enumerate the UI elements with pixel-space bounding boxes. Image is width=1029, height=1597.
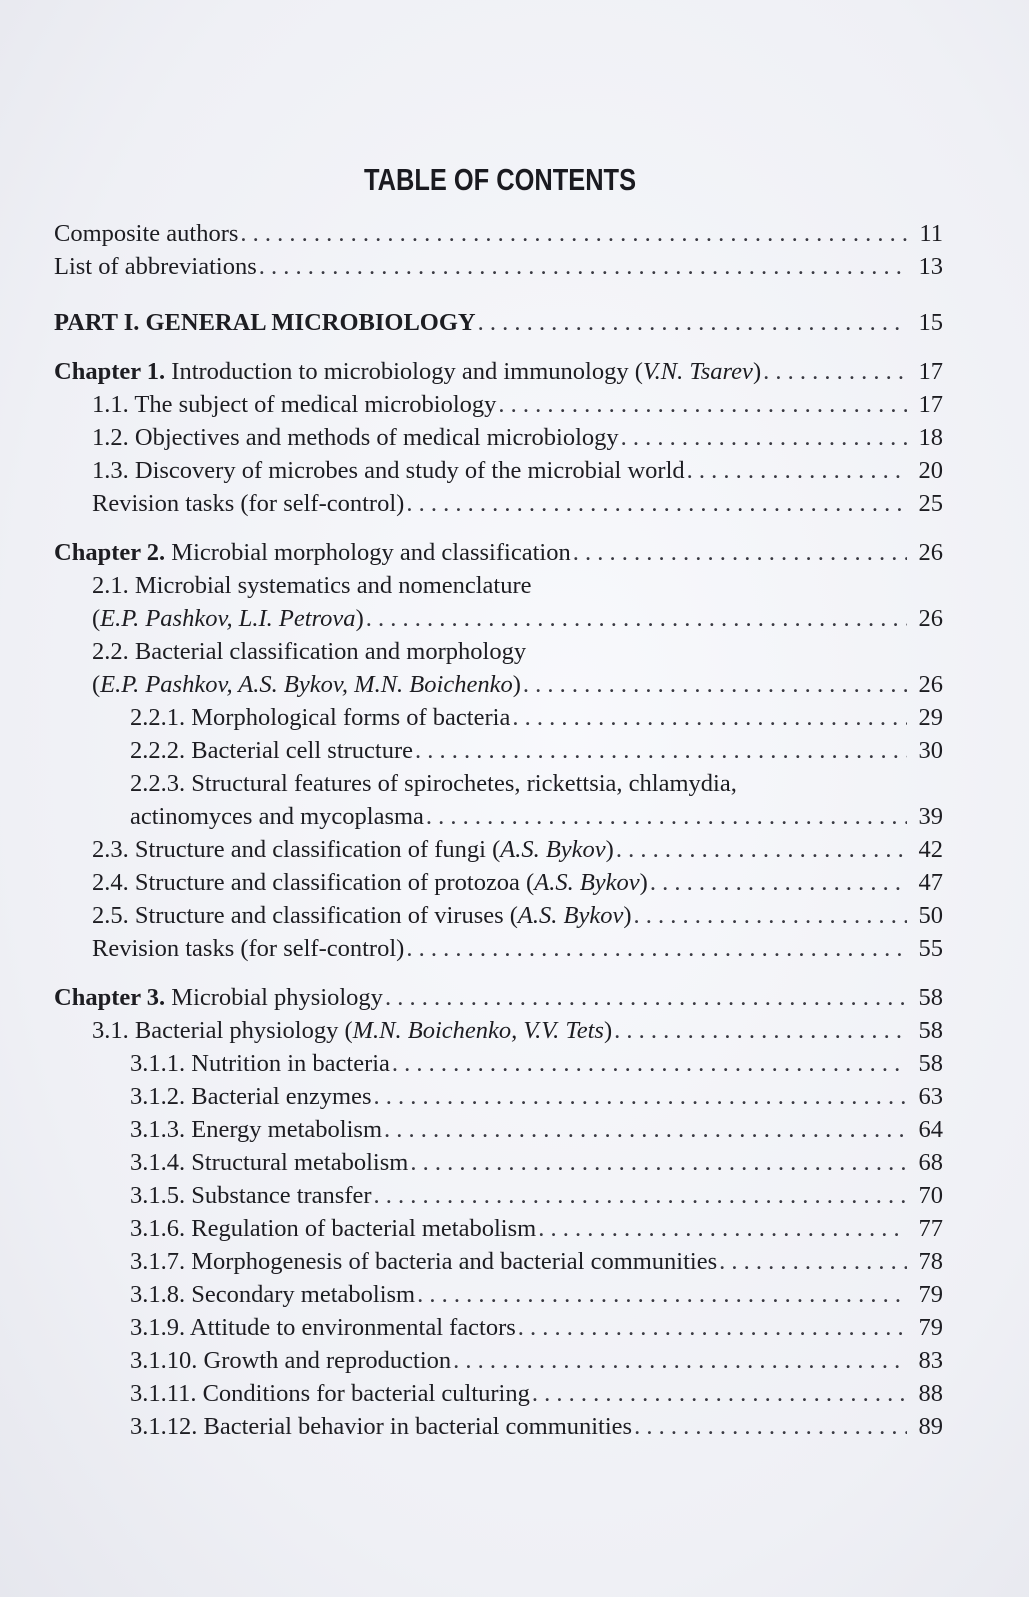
page-number: 58 [918, 1017, 943, 1044]
toc-entry[interactable] [0, 932, 1029, 966]
entry-title: 3.1.3. Energy metabolism [130, 1116, 382, 1143]
entry-title: 2.2.1. Morphological forms of bacteria [130, 704, 511, 731]
toc-entry[interactable] [0, 421, 1029, 455]
leader-dots [634, 1410, 907, 1444]
toc-entry[interactable] [0, 1311, 1029, 1345]
toc-entry[interactable]: 3.1. Bacterial physiology (M.N. Boichenko, V.V. Tets) . . . 58 [0, 1014, 1029, 1048]
page-number: 79 [918, 1314, 943, 1341]
toc-entry[interactable] [0, 1245, 1029, 1279]
leader-dots [538, 1212, 907, 1246]
chapter-label: Chapter 1. [54, 358, 166, 385]
entry-title: 2.1. Microbial systematics and nomenclature [92, 572, 532, 599]
toc-entry[interactable] [0, 1344, 1029, 1378]
toc-entry[interactable] [0, 1047, 1029, 1081]
entry-title: 3.1.8. Secondary metabolism [130, 1281, 416, 1308]
entry-title: List of abbreviations [54, 253, 257, 280]
page-number: 77 [918, 1215, 943, 1242]
page-number: 64 [918, 1116, 943, 1143]
toc-chapter[interactable] [0, 536, 1029, 570]
page-number: 79 [918, 1281, 943, 1308]
entry-title: 1.1. The subject of medical microbiology [92, 391, 497, 418]
leader-dots [573, 536, 907, 570]
toc-entry[interactable] [0, 487, 1029, 521]
entry-title: PART I. GENERAL MICROBIOLOGY [54, 309, 476, 336]
entry-title: 3.1.7. Morphogenesis of bacteria and bacterial communities [130, 1248, 718, 1275]
page-number: 63 [918, 1083, 943, 1110]
leader-dots [406, 487, 907, 521]
toc-entry[interactable]: 2.3. Structure and classification of fungi (A.S. Bykov) . . . 42 [0, 833, 1029, 867]
page-number: 68 [918, 1149, 943, 1176]
toc-entry[interactable] [0, 1410, 1029, 1444]
toc-entry[interactable] [0, 1377, 1029, 1411]
entry-title: 3.1.11. Conditions for bacterial culturing [130, 1380, 530, 1407]
toc-entry[interactable] [0, 1278, 1029, 1312]
entry-title: 3.1.5. Substance transfer [130, 1182, 372, 1209]
toc-entry[interactable] [0, 1113, 1029, 1147]
page-title: TABLE OF CONTENTS [363, 162, 637, 197]
leader-dots [523, 668, 907, 702]
leader-dots [453, 1344, 907, 1378]
leader-dots [426, 800, 907, 834]
page-number: 26 [918, 605, 943, 632]
toc-entry[interactable] [0, 569, 1029, 603]
page-number: 26 [918, 539, 943, 566]
entry-title: Introduction to microbiology and immunology ( [165, 358, 643, 385]
leader-dots [763, 355, 907, 389]
page-number: 55 [918, 935, 943, 962]
leader-dots [687, 454, 907, 488]
toc-entry-continuation[interactable]: (E.P. Pashkov, A.S. Bykov, M.N. Boichenko) . . . 26 [0, 668, 1029, 702]
page-number: 25 [918, 490, 943, 517]
leader-dots [650, 866, 907, 900]
leader-dots [374, 1080, 907, 1114]
toc-entry[interactable] [0, 1146, 1029, 1180]
leader-dots [498, 388, 907, 422]
leader-dots [614, 1014, 907, 1048]
entry-author: M.N. Boichenko, V.V. Tets [352, 1017, 604, 1044]
toc-entry[interactable] [0, 1212, 1029, 1246]
leader-dots [259, 250, 907, 284]
toc-entry[interactable] [0, 1080, 1029, 1114]
chapter-label: Chapter 3. [54, 984, 166, 1011]
leader-dots [240, 217, 907, 251]
entry-title: 3.1.9. Attitude to environmental factors [130, 1314, 516, 1341]
leader-dots [374, 1179, 907, 1213]
leader-dots [417, 1278, 907, 1312]
entry-title: Revision tasks (for self-control) [92, 490, 405, 517]
entry-title: 1.3. Discovery of microbes and study of the microbial world [92, 457, 685, 484]
leader-dots [366, 602, 907, 636]
leader-dots [415, 734, 907, 768]
entry-title: 2.2. Bacterial classification and morphology [92, 638, 527, 665]
toc-entry-continuation[interactable] [0, 800, 1029, 834]
leader-dots [532, 1377, 907, 1411]
entry-title: 3.1.12. Bacterial behavior in bacterial communities [130, 1413, 633, 1440]
toc-entry[interactable] [0, 734, 1029, 768]
entry-title: actinomyces and mycoplasma [130, 803, 424, 830]
leader-dots [410, 1146, 907, 1180]
leader-dots [385, 981, 907, 1015]
leader-dots [634, 899, 907, 933]
page-number: 11 [919, 220, 943, 247]
page-number: 58 [918, 984, 943, 1011]
entry-title: Microbial morphology and classification [165, 539, 571, 566]
toc-entry[interactable] [0, 250, 1029, 284]
page-number: 39 [918, 803, 943, 830]
leader-dots [478, 306, 907, 340]
leader-dots [621, 421, 907, 455]
toc-entry[interactable] [0, 1179, 1029, 1213]
leader-dots [384, 1113, 907, 1147]
leader-dots [406, 932, 907, 966]
toc-entry-continuation[interactable]: (E.P. Pashkov, L.I. Petrova) . . . 26 [0, 602, 1029, 636]
entry-title: 2.2.2. Bacterial cell structure [130, 737, 413, 764]
entry-author: V.N. Tsarev [642, 358, 753, 385]
page-number: 15 [918, 309, 943, 336]
leader-dots [392, 1047, 907, 1081]
toc-part-heading[interactable] [0, 306, 1029, 340]
page-number: 42 [918, 836, 943, 863]
entry-title: 1.2. Objectives and methods of medical microbiology [92, 424, 619, 451]
leader-dots [719, 1245, 907, 1279]
page-number: 89 [918, 1413, 943, 1440]
toc-entry[interactable]: 2.5. Structure and classification of viruses (A.S. Bykov) . . . 50 [0, 899, 1029, 933]
page-number: 88 [918, 1380, 943, 1407]
page-number: 83 [918, 1347, 943, 1374]
page-number: 20 [918, 457, 943, 484]
toc-entry[interactable] [0, 701, 1029, 735]
page-number: 70 [918, 1182, 943, 1209]
chapter-label: Chapter 2. [54, 539, 166, 566]
leader-dots [518, 1311, 907, 1345]
page-number: 78 [918, 1248, 943, 1275]
entry-title: 3.1.10. Growth and reproduction [130, 1347, 452, 1374]
toc-chapter[interactable] [0, 981, 1029, 1015]
toc-entry[interactable] [0, 388, 1029, 422]
page-number: 26 [918, 671, 943, 698]
entry-title: 2.5. Structure and classification of viruses ( [92, 902, 518, 929]
entry-title: 3.1.1. Nutrition in bacteria [130, 1050, 390, 1077]
entry-author: E.P. Pashkov, L.I. Petrova [100, 605, 356, 632]
page-number: 58 [918, 1050, 943, 1077]
toc-entry[interactable] [0, 454, 1029, 488]
toc-entry[interactable] [0, 635, 1029, 669]
toc-entry[interactable] [0, 767, 1029, 801]
page-number: 17 [918, 391, 943, 418]
page-number: 50 [918, 902, 943, 929]
entry-title: 3.1. Bacterial physiology ( [92, 1017, 353, 1044]
page-number: 30 [918, 737, 943, 764]
entry-title: Composite authors [54, 220, 239, 247]
entry-author: E.P. Pashkov, A.S. Bykov, M.N. Boichenko [100, 671, 513, 698]
leader-dots [512, 701, 907, 735]
entry-title: Microbial physiology [165, 984, 383, 1011]
page-number: 18 [918, 424, 943, 451]
toc-entry[interactable]: 2.4. Structure and classification of protozoa (A.S. Bykov) . . . 47 [0, 866, 1029, 900]
leader-dots [616, 833, 907, 867]
entry-title: 2.4. Structure and classification of protozoa ( [92, 869, 535, 896]
entry-author: A.S. Bykov [534, 869, 640, 896]
toc-entry[interactable] [0, 217, 1029, 251]
toc-chapter[interactable]: Chapter 1. Introduction to microbiology and immunology (V.N. Tsarev) . . . 17 [0, 355, 1029, 389]
entry-title: Revision tasks (for self-control) [92, 935, 405, 962]
entry-title: 3.1.4. Structural metabolism [130, 1149, 409, 1176]
page-number: 29 [918, 704, 943, 731]
entry-title: 3.1.6. Regulation of bacterial metabolism [130, 1215, 537, 1242]
entry-title: 3.1.2. Bacterial enzymes [130, 1083, 372, 1110]
entry-author: A.S. Bykov [500, 836, 606, 863]
page-number: 13 [918, 253, 943, 280]
entry-title: 2.2.3. Structural features of spirochetes, rickettsia, chlamydia, [130, 770, 737, 797]
page-number: 47 [918, 869, 943, 896]
entry-author: A.S. Bykov [517, 902, 624, 929]
page-number: 17 [918, 358, 943, 385]
entry-title: 2.3. Structure and classification of fungi ( [92, 836, 501, 863]
